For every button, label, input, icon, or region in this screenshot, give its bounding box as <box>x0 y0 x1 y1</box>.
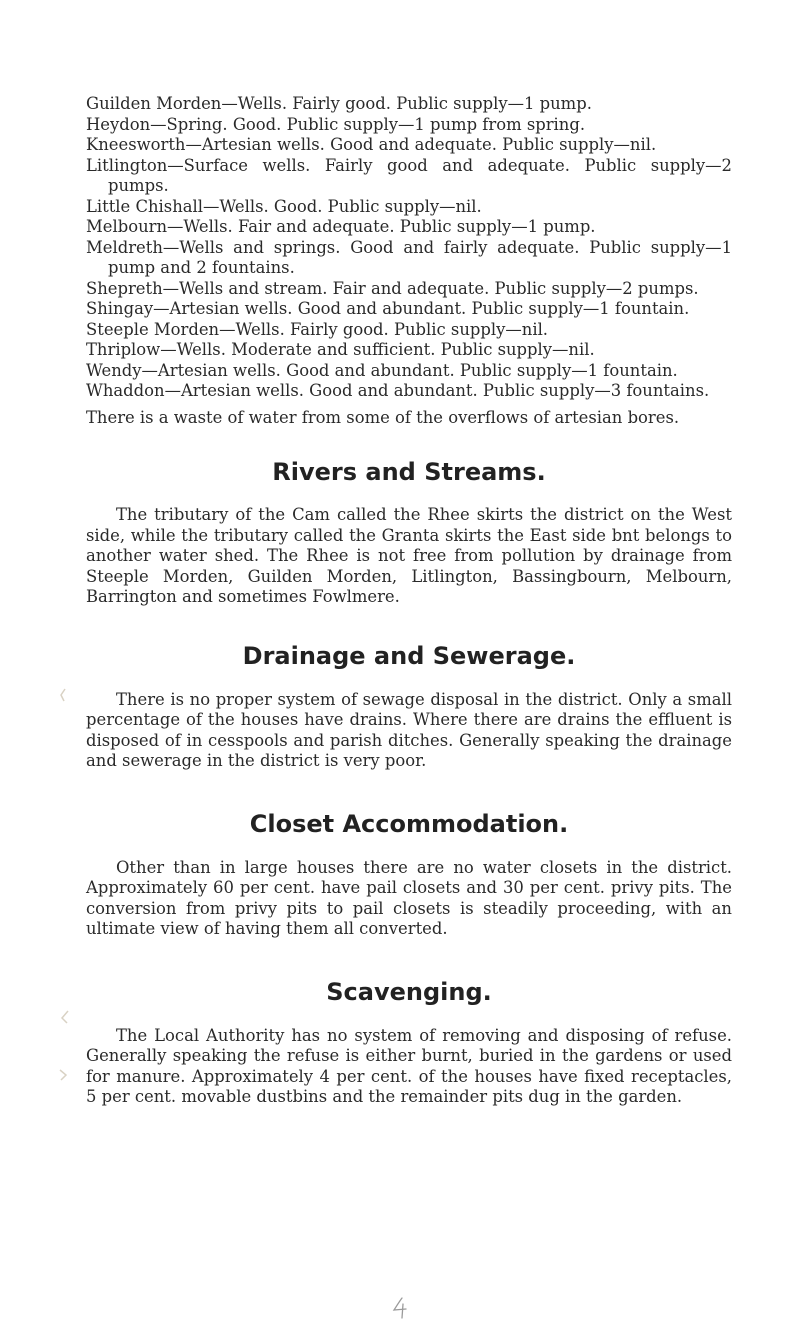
artesian-waste-note: There is a waste of water from some of the overflows of artesian bores. <box>86 407 680 427</box>
entry-litlington: Litlington—Surface wells. Fairly good and adequate. Public supply—2 pumps. <box>86 155 732 195</box>
scavenging-paragraph: The Local Authority has no system of removing and disposing of refuse. Generally speaking the refuse is either burnt, buried in the gardens or used for manure. Approximately 4 per cent. of the houses have fixed receptacles, 5 per cent. movable dustbins and the remainder pits dug in the garden. <box>86 1025 732 1106</box>
entry-meldreth: Meldreth—Wells and springs. Good and fairly adequate. Public supply—1 pump and 2 fountains. <box>86 237 732 277</box>
scan-stain-mark <box>58 1068 68 1082</box>
entry-thriplow: Thriplow—Wells. Moderate and sufficient. Public supply—nil. <box>86 340 595 359</box>
entry-shingay: Shingay—Artesian wells. Good and abundant. Public supply—1 fountain. <box>86 299 690 318</box>
document-page <box>86 94 732 1108</box>
entry-shepreth: Shepreth—Wells and stream. Fair and adequate. Public supply—2 pumps. <box>86 278 699 298</box>
scan-stain-mark <box>58 688 68 702</box>
drainage-heading: Drainage and Sewerage. <box>242 641 576 670</box>
entry-heydon: Heydon—Spring. Good. Public supply—1 pump from spring. <box>86 114 586 134</box>
entry-melbourn: Melbourn—Wells. Fair and adequate. Public supply—1 pump. <box>86 217 596 236</box>
water-supply-list <box>86 94 732 428</box>
entry-steeple-morden: Steeple Morden—Wells. Fairly good. Public supply—nil. <box>86 319 549 339</box>
entry-wendy: Wendy—Artesian wells. Good and abundant. Public supply—1 fountain. <box>86 360 678 380</box>
entry-guilden-morden: Guilden Morden—Wells. Fairly good. Public supply—1 pump. <box>86 94 592 113</box>
rivers-paragraph: The tributary of the Cam called the Rhee skirts the district on the West side, while the tributary called the Granta skirts the East side bnt belongs to another water shed. The Rhee is not free from pollution by drainage from Steeple Morden, Guilden Morden, Litlington, Bassingbourn, Melbourn, Barrington and sometimes Fowlmere. <box>86 505 732 606</box>
closet-paragraph: Other than in large houses there are no water closets in the district. Approximately 60 per cent. have pail closets and 30 per cent. privy pits. The conversion from privy pits to pail closets is steadily proceeding, with an ultimate view of having them all converted. <box>86 857 732 938</box>
scan-stain-mark <box>60 1010 70 1024</box>
rivers-heading: Rivers and Streams. <box>272 458 546 486</box>
entry-little-chishall: Little Chishall—Wells. Good. Public supply—nil. <box>86 196 482 216</box>
drainage-paragraph: There is no proper system of sewage disposal in the district. Only a small percentage of the houses have drains. Where there are drains the effluent is disposed of in cesspools and parish ditches. Generally speaking the drainage and sewerage in the district is very poor. <box>86 689 732 770</box>
entry-whaddon: Whaddon—Artesian wells. Good and abundant. Public supply—3 fountains. <box>86 381 710 400</box>
closet-heading: Closet Accommodation. <box>249 809 569 838</box>
entry-kneesworth: Kneesworth—Artesian wells. Good and adequate. Public supply—nil. <box>86 135 657 154</box>
handwritten-page-mark <box>390 1296 410 1320</box>
scavenging-heading: Scavenging. <box>326 977 492 1006</box>
